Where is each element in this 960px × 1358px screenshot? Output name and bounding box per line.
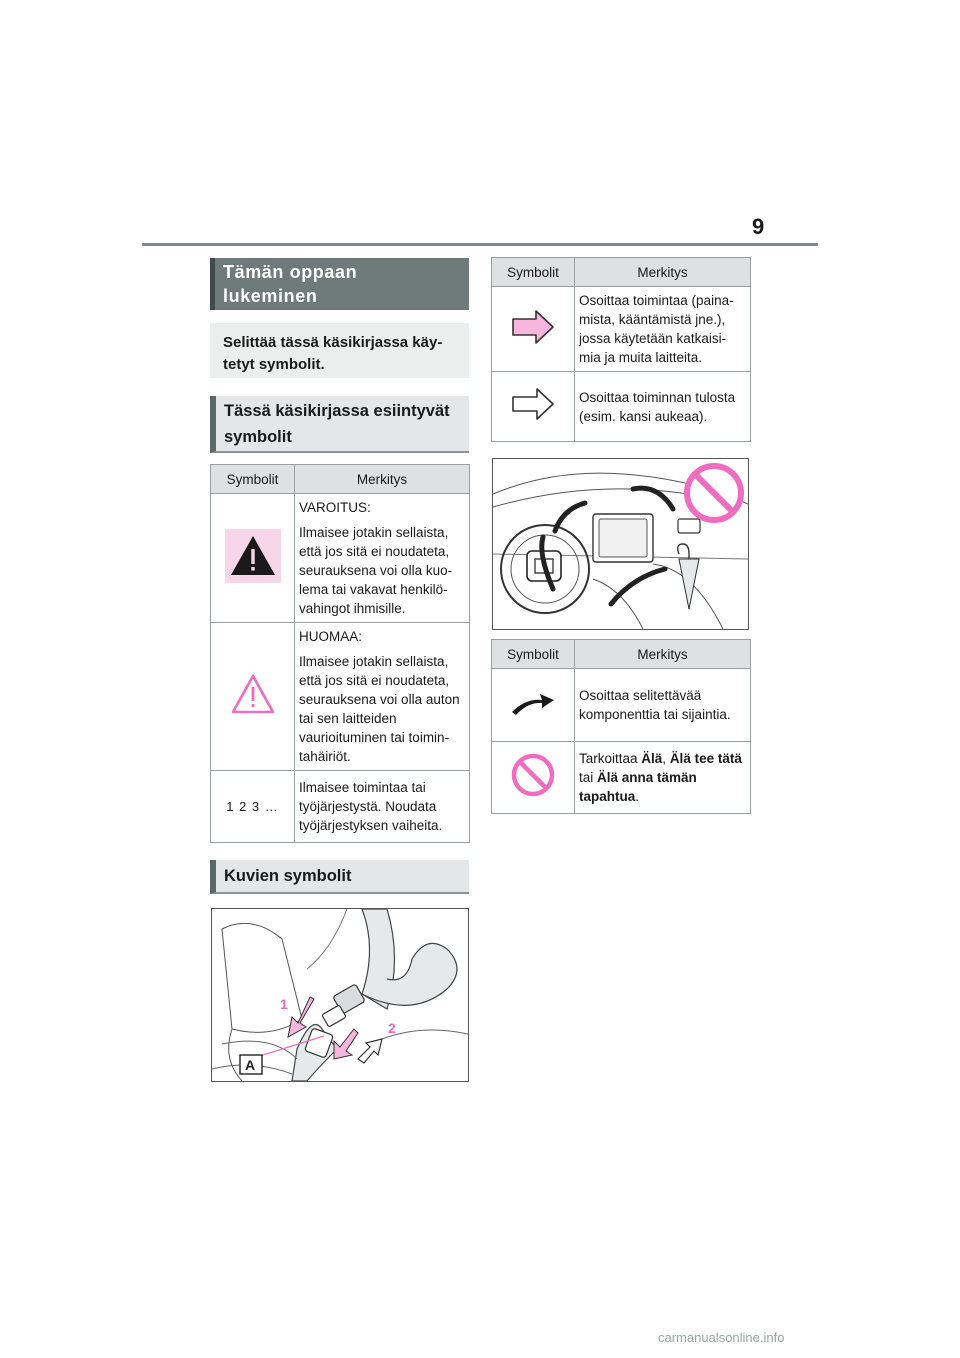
prohibition-icon <box>509 751 557 799</box>
warning-text: Ilmaisee jotakin sellaista, että jos sitä ei noudateta, seurauksena voi olla kuo-lema tai vakavat henkilö-vahingot ihmisille. <box>299 525 453 616</box>
illustration-label-2: 2 <box>388 1020 396 1036</box>
dashboard-illustration <box>492 458 749 630</box>
prohibition-prefix: Tarkoittaa <box>579 751 642 766</box>
warning-filled-icon <box>225 529 281 583</box>
prohibition-sep2: tai <box>579 770 598 785</box>
page-number: 9 <box>752 214 765 239</box>
arrow-symbols-table <box>491 257 751 442</box>
watermark: carmanualsonline.info <box>658 1330 785 1345</box>
intro-line1: Selittää tässä käsikirjassa käy- <box>223 334 443 351</box>
prohibition-text <box>579 749 746 806</box>
illustration-label-a: A <box>245 1057 256 1073</box>
chapter-title <box>210 258 469 310</box>
table-header-symbol: Symbolit <box>492 258 575 287</box>
dashboard-drawing <box>493 459 748 629</box>
table-row <box>211 623 470 771</box>
notice-heading: HUOMAA: <box>299 629 363 644</box>
chapter-title-line2: lukeminen <box>223 286 318 306</box>
table-row <box>492 372 751 442</box>
prohibition-suffix: . <box>635 789 640 804</box>
section-heading-line1: Tässä käsikirjassa esiintyvät <box>224 401 450 420</box>
seatbelt-illustration <box>211 908 469 1082</box>
illustration-symbols-table <box>491 639 751 814</box>
prohibition-sep1: , <box>662 751 670 766</box>
warning-heading: VAROITUS: <box>299 500 371 515</box>
table-row <box>211 771 470 843</box>
warning-outline-icon <box>229 672 277 716</box>
table-header-meaning: Merkitys <box>575 258 751 287</box>
curved-arrow-text: Osoittaa selitettävää komponenttia tai sijaintia. <box>579 688 731 722</box>
header-rule <box>142 243 818 246</box>
table-header-symbol: Symbolit <box>492 640 575 669</box>
result-arrow-text: Osoittaa toiminnan tulosta (esim. kansi aukeaa). <box>579 389 736 424</box>
symbols-table <box>210 464 470 843</box>
notice-text: Ilmaisee jotakin sellaista, että jos sitä ei noudateta, seurauksena voi olla auton tai sen laitteiden vaurioituminen tai toimin-tahäiriöt. <box>299 654 460 764</box>
table-row <box>211 494 470 623</box>
table-row <box>492 669 751 742</box>
section-heading-illustrations <box>210 860 469 894</box>
section2-label: Kuvien symbolit <box>224 867 352 885</box>
curved-arrow-icon <box>508 688 558 718</box>
step-numbers-icon: 1 2 3 … <box>226 798 279 814</box>
seatbelt-drawing <box>212 909 468 1081</box>
intro-line2: tetyt symbolit. <box>223 356 325 373</box>
table-row <box>492 742 751 814</box>
outline-arrow-icon <box>510 384 556 424</box>
pink-arrow-icon <box>510 307 556 347</box>
chapter-title-line1: Tämän oppaan <box>223 262 358 282</box>
table-header-meaning: Merkitys <box>575 640 751 669</box>
prohibition-em1: Älä <box>641 751 663 766</box>
table-header-meaning: Merkitys <box>295 465 470 494</box>
prohibition-em2: Älä tee tätä <box>669 751 742 766</box>
steps-text: Ilmaisee toimintaa tai työjärjestystä. Noudata työjärjestyksen vaiheita. <box>299 780 443 833</box>
table-row <box>492 287 751 372</box>
section-heading-symbols <box>210 396 469 453</box>
section-heading-line2: symbolit <box>224 427 292 446</box>
prohibition-em3: Älä anna tämän tapahtua <box>579 770 697 804</box>
intro-box <box>210 323 469 378</box>
illustration-label-1: 1 <box>280 996 288 1012</box>
action-arrow-text: Osoittaa toimintaa (paina-mista, kääntämistä jne.), jossa käytetään katkaisi-mia ja muita laitteita. <box>579 293 734 365</box>
table-header-symbol: Symbolit <box>211 465 295 494</box>
